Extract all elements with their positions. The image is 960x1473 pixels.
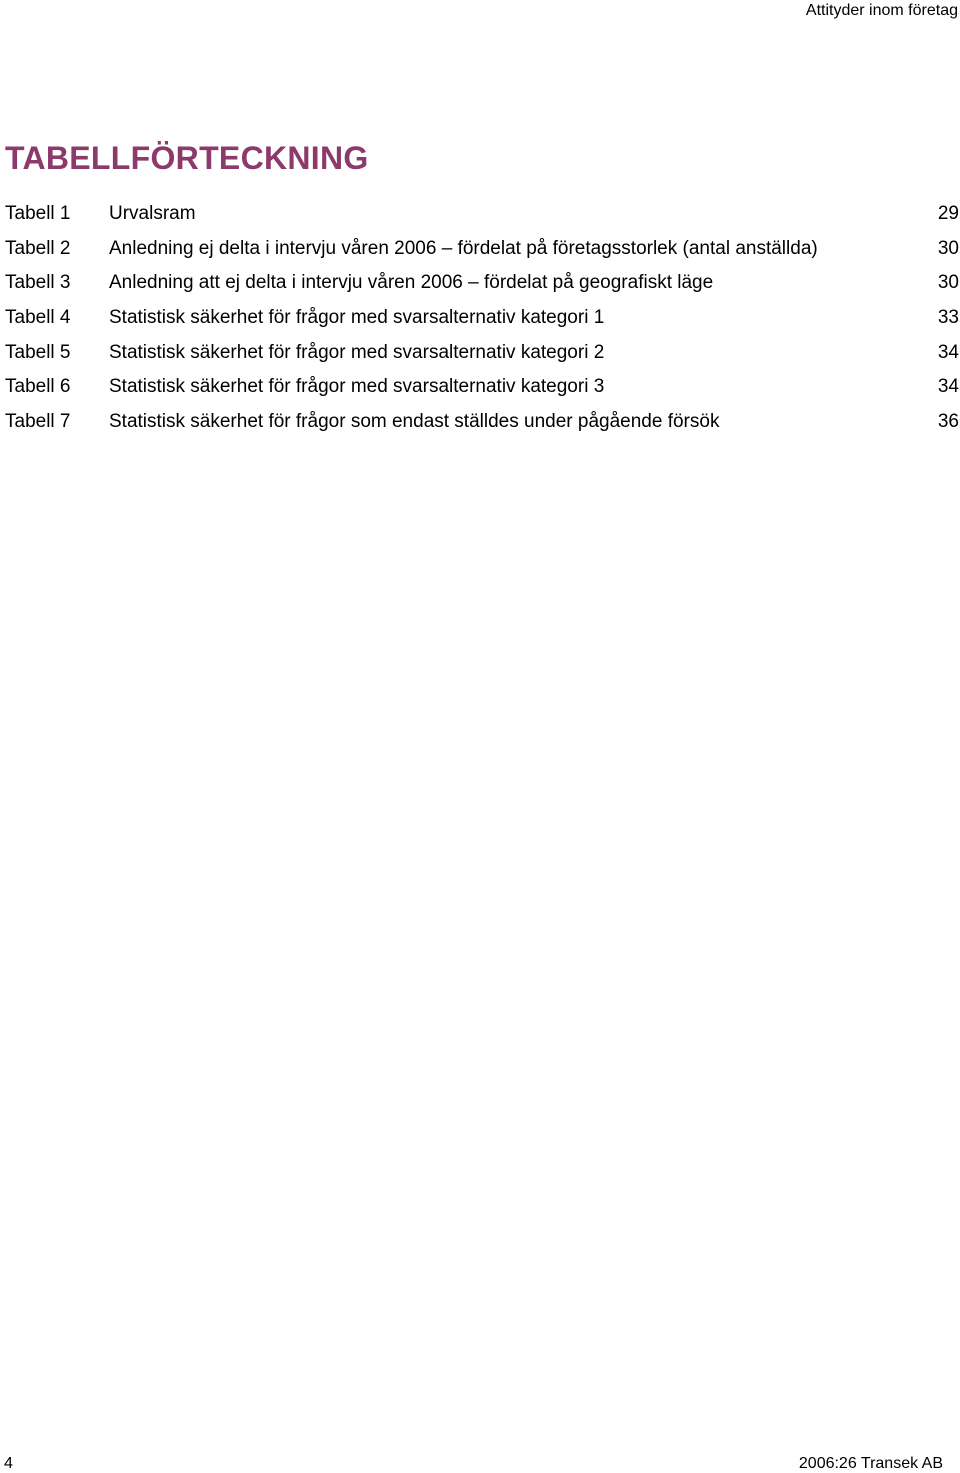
- toc-entry-label: Tabell 2: [5, 237, 71, 259]
- toc-entry-page: 36: [937, 411, 959, 433]
- toc-entry-text: Statistisk säkerhet för frågor som endast ställdes under pågående försök: [109, 411, 720, 433]
- toc-entry-text: Urvalsram: [109, 203, 196, 224]
- toc-entry-text: Anledning ej delta i intervju våren 2006 – fördelat på företagsstorlek (antal anställda): [109, 237, 818, 259]
- toc-entry[interactable]: [5, 301, 959, 336]
- toc-entry-label: Tabell 3: [5, 272, 71, 294]
- toc-entry[interactable]: [5, 197, 959, 232]
- toc-entry-text: Statistisk säkerhet för frågor med svarsalternativ kategori 1: [109, 307, 605, 329]
- toc-entry-label: Tabell 6: [5, 376, 71, 398]
- toc-entry-label: Tabell 5: [5, 341, 71, 363]
- toc-entry-label: Tabell 7: [5, 411, 71, 433]
- toc-entry-page: 34: [937, 376, 959, 398]
- running-header-title: Attityder inom företag: [805, 2, 958, 19]
- toc-entry-label: Tabell 1: [5, 203, 71, 224]
- toc-entry-text: Anledning att ej delta i intervju våren 2006 – fördelat på geografiskt läge: [109, 272, 714, 294]
- footer-report-id: 2006:26 Transek AB: [798, 1455, 943, 1472]
- toc-entry-text: Statistisk säkerhet för frågor med svarsalternativ kategori 3: [109, 376, 605, 398]
- toc-entry-label: Tabell 4: [5, 307, 71, 329]
- toc-entry-page: 30: [937, 237, 959, 259]
- toc-entry-page: 34: [937, 341, 959, 363]
- toc-entry-page: 30: [937, 272, 959, 294]
- toc-entry-page: 33: [937, 307, 959, 329]
- toc-entry[interactable]: [5, 370, 959, 405]
- toc-entry[interactable]: [5, 336, 959, 371]
- toc-entry[interactable]: [5, 405, 959, 440]
- page-title: TABELLFÖRTECKNING: [5, 140, 369, 176]
- toc-entry-page: 29: [937, 203, 959, 224]
- toc-entry[interactable]: [5, 232, 959, 267]
- toc-entry-text: Statistisk säkerhet för frågor med svarsalternativ kategori 2: [109, 341, 605, 363]
- toc-entry[interactable]: [5, 266, 959, 301]
- footer-page-number: 4: [4, 1455, 13, 1472]
- table-of-contents-list: [5, 197, 959, 440]
